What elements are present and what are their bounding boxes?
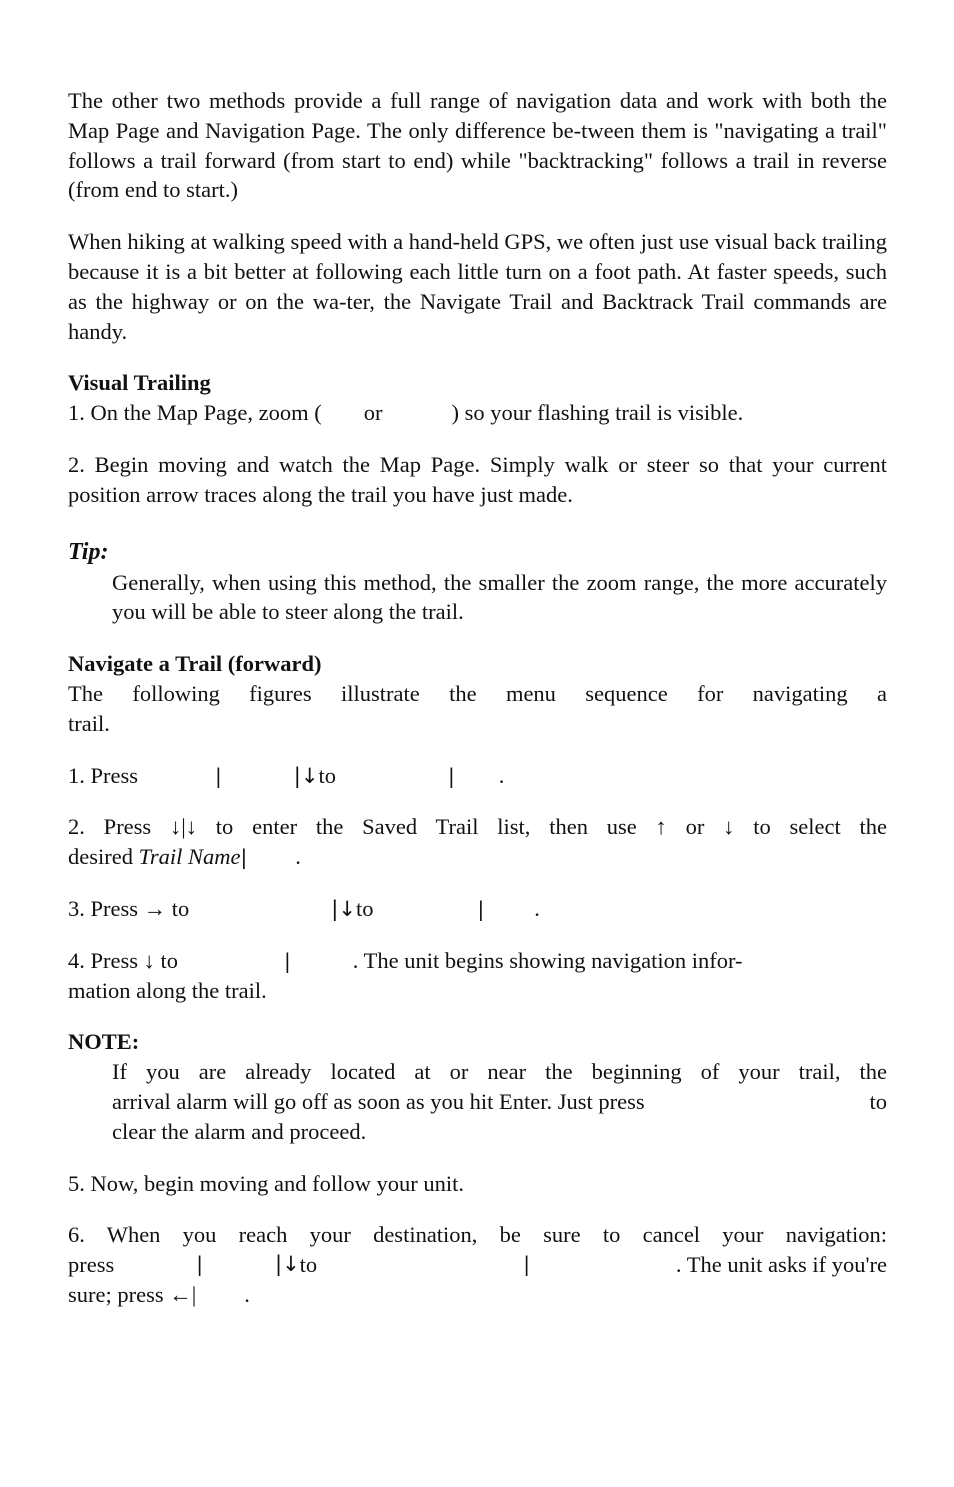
note-line-2-to: to	[869, 1088, 887, 1114]
nav-step-1-press: 1. Press	[68, 762, 139, 788]
nav-step-6-line-3	[68, 1280, 887, 1310]
note-line-2	[112, 1087, 887, 1117]
document-page	[68, 86, 887, 1310]
nav-step-6-to: to	[299, 1252, 318, 1278]
separator: |	[215, 763, 222, 788]
intro-paragraph: The other two methods provide a full range of navigation data and work with both the Map Page and Navigation Page. The only difference be-tween them is "navigating a trail" follows a trail forward (from start to end) while "backtracking" follows a trail in reverse (from end to start.)	[68, 88, 887, 203]
nav-step-4-press: 4. Press ↓ to	[68, 947, 179, 973]
note-heading: NOTE:	[68, 1029, 140, 1055]
nav-step-1	[68, 761, 887, 791]
separator-down-arrow: |↓	[293, 763, 319, 788]
nav-step-6-line-1: 6. When you reach your destination, be sure to cancel your navigation:	[68, 1222, 887, 1248]
nav-step-1-to: to	[318, 762, 336, 788]
separator: |	[240, 845, 248, 870]
visual-step-1-or: or	[363, 400, 383, 426]
separator: |	[447, 763, 455, 788]
separator: |	[523, 1252, 530, 1277]
separator: |	[284, 948, 291, 973]
nav-step-4-line-2: mation along the trail.	[68, 977, 267, 1003]
nav-step-4-rest: . The unit begins showing navigation infor-	[352, 947, 743, 973]
note-line-1: If you are already located at or near the beginning of your trail, the	[112, 1059, 887, 1085]
note-text	[112, 1057, 887, 1146]
period: .	[295, 844, 301, 870]
nav-step-6-sure: sure; press ←|	[68, 1281, 197, 1307]
navigate-intro-line-1: The following figures illustrate the menu sequence for navigating a	[68, 680, 887, 706]
nav-step-6-line-2	[68, 1250, 887, 1280]
navigate-trail-heading: Navigate a Trail (forward)	[68, 651, 322, 677]
nav-step-3-to: to	[355, 895, 374, 921]
tip-text: Generally, when using this method, the smaller the zoom range, the more accurately you will be able to steer along the trail.	[112, 569, 887, 625]
nav-step-3	[68, 894, 887, 924]
visual-step-2: 2. Begin moving and watch the Map Page. Simply walk or steer so that your current position arrow traces along the trail you have just made.	[68, 451, 887, 507]
trail-name: Trail Name	[138, 844, 241, 870]
nav-step-2-line-1: 2. Press ↓|↓ to enter the Saved Trail list, then use ↑ or ↓ to select the	[68, 814, 887, 840]
navigate-intro-line-2: trail.	[68, 710, 110, 736]
nav-step-2-desired: desired	[68, 844, 139, 870]
nav-step-6-rest: . The unit asks if you're	[675, 1252, 887, 1278]
separator: |	[196, 1252, 203, 1277]
note-line-3: clear the alarm and proceed.	[112, 1118, 367, 1144]
period: .	[498, 762, 505, 788]
separator-down-arrow: |↓	[275, 1252, 300, 1277]
visual-step-1	[68, 398, 887, 428]
visual-step-1-a: 1. On the Map Page, zoom (	[68, 400, 322, 426]
note-line-2-a: arrival alarm will go off as soon as you hit Enter. Just press	[112, 1088, 645, 1114]
period: .	[534, 895, 540, 921]
visual-step-1-c: ) so your flashing trail is visible.	[451, 400, 744, 426]
nav-step-6-press: press	[68, 1252, 115, 1278]
visual-trailing-heading: Visual Trailing	[68, 370, 211, 396]
tip-heading: Tip:	[68, 538, 109, 565]
nav-step-4-line-1	[68, 946, 887, 976]
nav-step-5: 5. Now, begin moving and follow your unit.	[68, 1170, 465, 1196]
hiking-paragraph: When hiking at walking speed with a hand-held GPS, we often just use visual back trailing because it is a bit better at following each little turn on a foot path. At faster speeds, such as the highway or on the wa-ter, the Navigate Trail and Backtrack Trail commands are handy.	[68, 229, 887, 344]
period: .	[244, 1281, 250, 1307]
separator: |	[477, 896, 485, 921]
separator-down-arrow: |↓	[331, 896, 356, 921]
nav-step-2-line-2	[68, 842, 887, 872]
nav-step-3-press: 3. Press → to	[68, 895, 190, 921]
